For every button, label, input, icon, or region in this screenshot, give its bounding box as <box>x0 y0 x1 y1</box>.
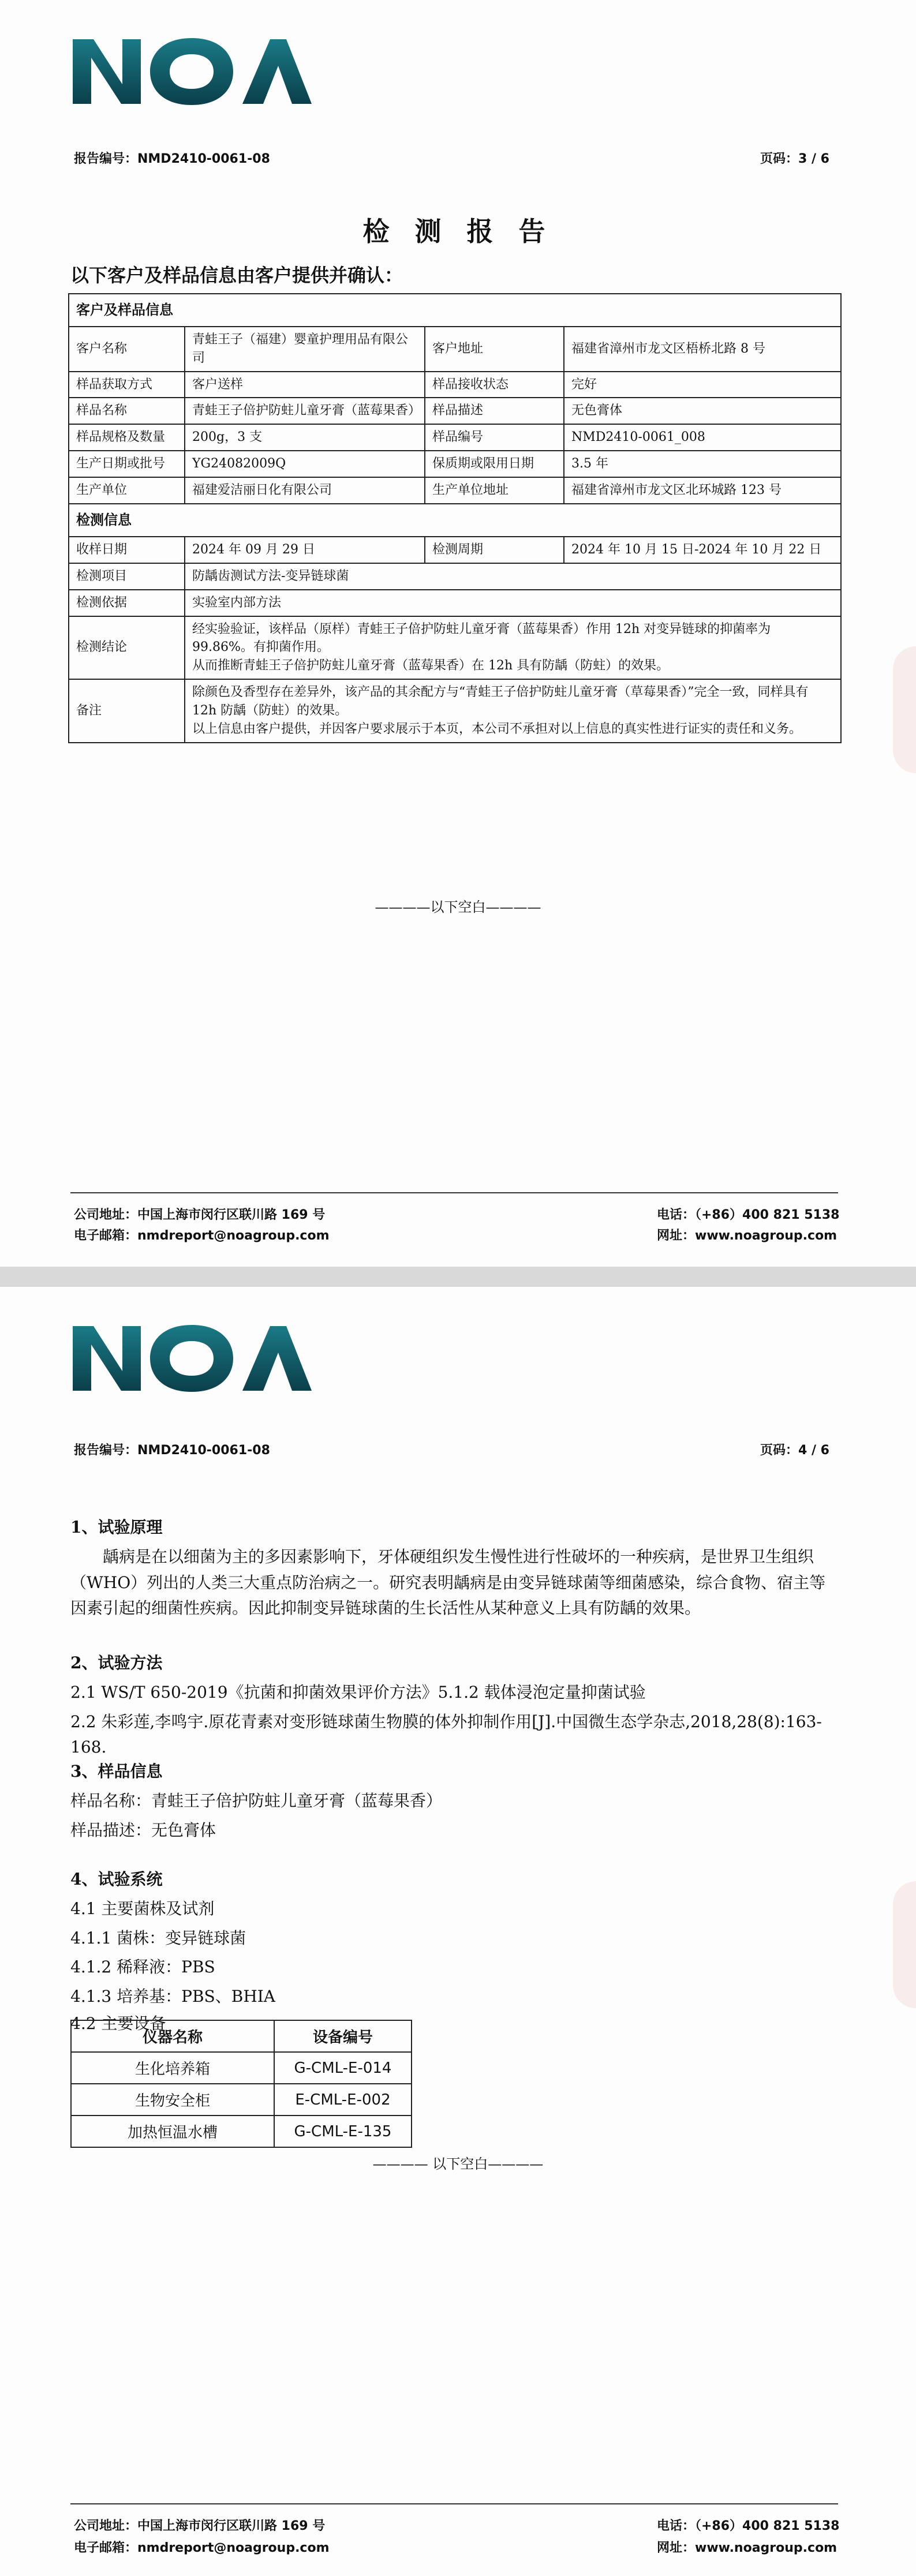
cell-label: 生产单位 <box>69 477 185 504</box>
cell-value: 客户送样 <box>185 372 425 398</box>
section-heading: 3、样品信息 <box>70 1762 163 1781</box>
report-number: 报告编号：NMD2410-0061-08 <box>74 152 270 166</box>
section-test-info: 检测信息 <box>69 504 841 537</box>
table-row <box>69 424 841 451</box>
cell-value: 青蛙王子（福建）婴童护理用品有限公司 <box>185 327 425 372</box>
cell-label: 客户名称 <box>69 327 185 372</box>
footer-divider <box>70 1192 838 1193</box>
report-page-3 <box>0 0 916 1267</box>
cell-value: 福建省漳州市龙文区北环城路 123 号 <box>564 477 841 504</box>
cell-value: 2024 年 10 月 15 日-2024 年 10 月 22 日 <box>564 537 841 563</box>
section-method <box>70 1650 838 1761</box>
footer-website: 网址：www.noagroup.com <box>657 2541 838 2555</box>
table-row <box>69 590 841 616</box>
cell-value: 3.5 年 <box>564 451 841 477</box>
cell-label: 检测项目 <box>69 563 185 590</box>
system-item: 4.1.3 培养基：PBS、BHIA <box>70 1987 276 2006</box>
cell-label: 检测周期 <box>425 537 564 563</box>
cell-label: 样品接收状态 <box>425 372 564 398</box>
table-row <box>69 563 841 590</box>
cell-value <box>185 616 841 680</box>
cell-label: 生产单位地址 <box>425 477 564 504</box>
cell-value: 实验室内部方法 <box>185 590 841 616</box>
table-row <box>69 327 841 372</box>
table-row <box>69 398 841 424</box>
report-table <box>68 293 842 743</box>
page-number: 页码：4 / 6 <box>760 1443 829 1458</box>
table-row <box>69 477 841 504</box>
cell-label: 样品获取方式 <box>69 372 185 398</box>
equipment-id: E-CML-E-002 <box>274 2084 412 2116</box>
table-row <box>69 679 841 743</box>
table-header-row <box>71 2020 412 2052</box>
cell-value: 完好 <box>564 372 841 398</box>
table-row <box>71 2116 412 2147</box>
remark-line: 以上信息由客户提供，并因客户要求展示于本页，本公司不承担对以上信息的真实性进行证实的责任和义务。 <box>192 721 802 736</box>
footer-email: 电子邮箱：nmdreport@noagroup.com <box>74 2541 330 2555</box>
equipment-id: G-CML-E-135 <box>274 2116 412 2147</box>
cell-label: 客户地址 <box>425 327 564 372</box>
column-header: 设备编号 <box>274 2020 412 2052</box>
footer-email: 电子邮箱：nmdreport@noagroup.com <box>74 1229 330 1243</box>
equipment-name: 生化培养箱 <box>71 2052 274 2084</box>
cell-label: 检测依据 <box>69 590 185 616</box>
sample-name: 样品名称：青蛙王子倍护防蛀儿童牙膏（蓝莓果香） <box>70 1791 443 1810</box>
document-title: 检 测 报 告 <box>362 216 554 247</box>
cell-label: 收样日期 <box>69 537 185 563</box>
footer-phone: 电话：（+86）400 821 5138 <box>657 2519 840 2533</box>
cell-value: YG24082009Q <box>185 451 425 477</box>
cell-label: 样品名称 <box>69 398 185 424</box>
section-heading: 1、试验原理 <box>70 1518 163 1537</box>
table-row <box>69 451 841 477</box>
method-item: 2.1 WS/T 650-2019《抗菌和抑菌效果评价方法》5.1.2 载体浸泡定量抑菌试验 <box>70 1682 646 1702</box>
conclusion-line: 经实验验证，该样品（原样）青蛙王子倍护防蛀儿童牙膏（蓝莓果香）作用 12h 对变异链球的抑菌率为 99.86%。有抑菌作用。 <box>192 621 771 655</box>
section-heading: 2、试验方法 <box>70 1653 163 1672</box>
principle-paragraph: 龋病是在以细菌为主的多因素影响下，牙体硬组织发生慢性进行性破坏的一种疾病，是世界卫生组织（WHO）列出的人类三大重点防治病之一。研究表明龋病是由变异链球菌等细菌感染，综合食物、宿主等因素引起的细菌性疾病。因此抑制变异链球菌的生长活性从某种意义上具有防龋的效果。 <box>70 1547 826 1618</box>
cell-value <box>185 679 841 743</box>
page-number: 页码：3 / 6 <box>760 152 829 166</box>
cell-value: 200g，3 支 <box>185 424 425 451</box>
table-row <box>69 616 841 680</box>
column-header: 仪器名称 <box>71 2020 274 2052</box>
section-system <box>70 1867 838 2037</box>
system-item: 4.1.2 稀释液：PBS <box>70 1957 215 1977</box>
conclusion-line: 从而推断青蛙王子倍护防蛀儿童牙膏（蓝莓果香）在 12h 具有防龋（防蛀）的效果。 <box>192 658 670 673</box>
section-principle <box>70 1515 838 1622</box>
table-row <box>71 2052 412 2084</box>
system-item: 4.1 主要菌株及试剂 <box>70 1899 215 1918</box>
noa-logo <box>70 35 313 107</box>
equipment-table <box>70 2020 412 2148</box>
table-row <box>69 537 841 563</box>
blank-below-note: ————以下空白———— <box>375 899 541 915</box>
footer-divider <box>70 2503 838 2504</box>
cell-label: 生产日期或批号 <box>69 451 185 477</box>
cell-label: 样品规格及数量 <box>69 424 185 451</box>
footer-phone: 电话：（+86）400 821 5138 <box>657 1208 840 1222</box>
cell-value: NMD2410-0061_008 <box>564 424 841 451</box>
cell-value: 防龋齿测试方法-变异链球菌 <box>185 563 841 590</box>
cell-label: 检测结论 <box>69 616 185 680</box>
table-row <box>71 2084 412 2116</box>
footer-address: 公司地址：中国上海市闵行区联川路 169 号 <box>74 2519 326 2533</box>
seal-stamp-edge <box>893 1881 916 2008</box>
table-row <box>69 372 841 398</box>
remark-line: 除颜色及香型存在差异外，该产品的其余配方与“青蛙王子倍护防蛀儿童牙膏（草莓果香）”完全一致，同样具有 12h 防龋（防蛀）的效果。 <box>192 685 809 718</box>
system-item: 4.2 主要设备 <box>70 2013 166 2033</box>
cell-value: 福建省漳州市龙文区梧桥北路 8 号 <box>564 327 841 372</box>
report-page-4 <box>0 1287 916 2576</box>
cell-label: 样品描述 <box>425 398 564 424</box>
cell-label: 样品编号 <box>425 424 564 451</box>
equipment-name: 生物安全柜 <box>71 2084 274 2116</box>
equipment-id: G-CML-E-014 <box>274 2052 412 2084</box>
section-heading: 4、试验系统 <box>70 1870 163 1889</box>
cell-value: 2024 年 09 月 29 日 <box>185 537 425 563</box>
cell-value: 无色膏体 <box>564 398 841 424</box>
noa-logo <box>70 1321 313 1394</box>
cell-label: 保质期或限用日期 <box>425 451 564 477</box>
blank-below-note: ———— 以下空白———— <box>372 2156 544 2172</box>
report-number: 报告编号：NMD2410-0061-08 <box>74 1443 270 1458</box>
section-customer-sample: 客户及样品信息 <box>69 294 841 327</box>
system-item: 4.1.1 菌株：变异链球菌 <box>70 1928 246 1948</box>
seal-stamp-edge <box>893 646 916 773</box>
sample-description: 样品描述：无色膏体 <box>70 1820 216 1840</box>
equipment-name: 加热恒温水槽 <box>71 2116 274 2147</box>
cell-value: 青蛙王子倍护防蛀儿童牙膏（蓝莓果香） <box>185 398 425 424</box>
cell-value: 福建爱洁丽日化有限公司 <box>185 477 425 504</box>
confirmation-note: 以下客户及样品信息由客户提供并确认： <box>70 264 403 286</box>
section-sample <box>70 1759 838 1843</box>
footer-address: 公司地址：中国上海市闵行区联川路 169 号 <box>74 1208 326 1222</box>
cell-label: 备注 <box>69 679 185 743</box>
footer-website: 网址：www.noagroup.com <box>657 1229 838 1243</box>
method-item: 2.2 朱彩莲,李鸣宇.原花青素对变形链球菌生物膜的体外抑制作用[J].中国微生态学杂志,2018,28(8):163-168. <box>70 1712 822 1757</box>
